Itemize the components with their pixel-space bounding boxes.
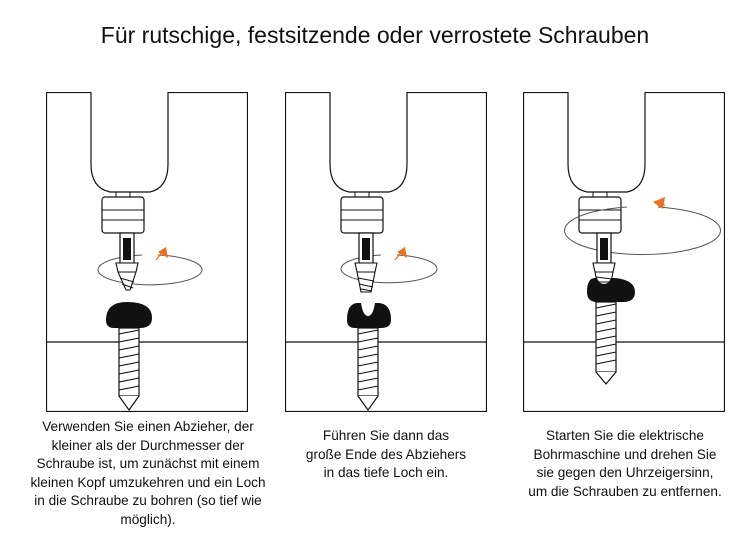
page-title: Für rutschige, festsitzende oder verrostete Schrauben	[100, 22, 650, 48]
step-3-illustration	[523, 92, 725, 412]
drill-body	[330, 92, 407, 192]
drill-chuck	[102, 197, 144, 233]
screw-head	[106, 302, 152, 328]
screw-shaft	[119, 328, 139, 410]
drill-body	[91, 92, 168, 192]
step-2-illustration	[285, 92, 487, 412]
screw-shaft	[358, 328, 378, 410]
step-1-illustration	[46, 92, 248, 412]
step-2-caption: Führen Sie dann das große Ende des Abziehers in das tiefe Loch ein.	[305, 428, 467, 481]
step-1-caption: Verwenden Sie einen Abzieher, der kleiner als der Durchmesser der Schraube ist, um zunächst mit einem kleinen Kopf umzukehren und ein Loch in die Schraube zu bohren (so tief wie möglich).	[30, 419, 266, 527]
drill-body	[568, 92, 645, 192]
screw-shaft	[596, 302, 616, 384]
drill-chuck	[341, 197, 383, 233]
screw-head	[587, 278, 635, 302]
drill-chuck	[579, 197, 621, 233]
step-3-caption: Starten Sie die elektrische Bohrmaschine und drehen Sie sie gegen den Uhrzeigersinn, um die Schrauben zu entfernen.	[528, 428, 722, 499]
